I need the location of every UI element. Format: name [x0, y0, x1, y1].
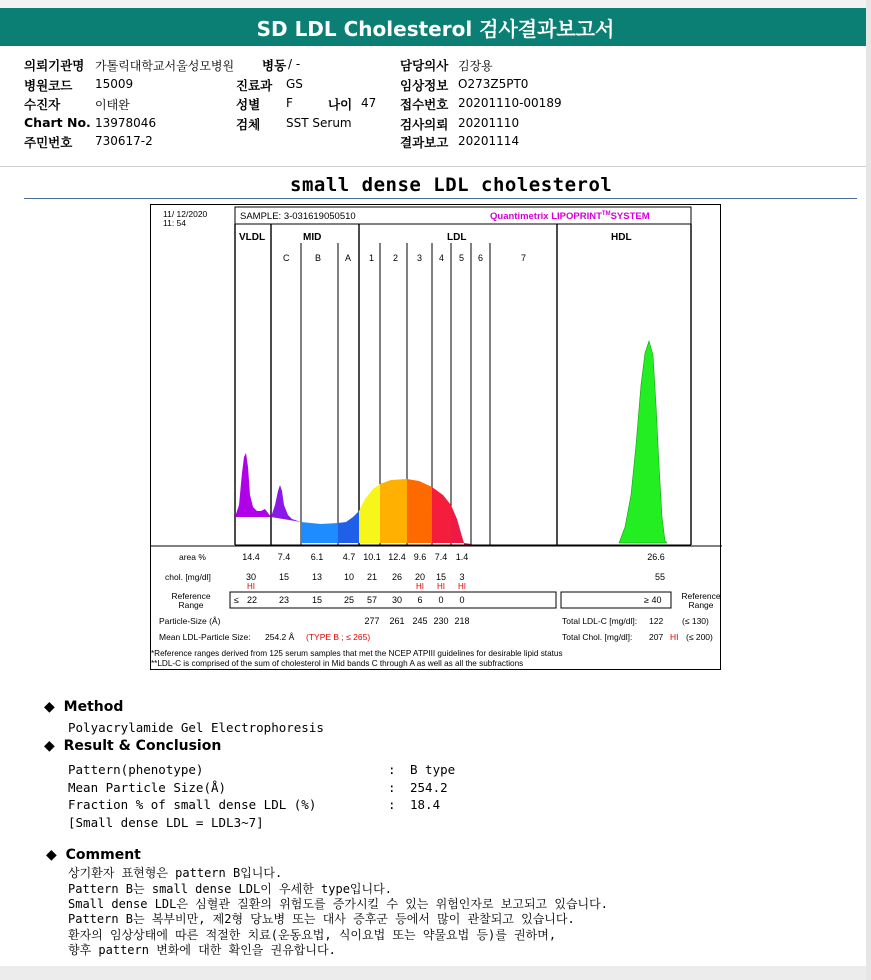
area-value: 1.4 [455, 552, 469, 562]
info-label-receipt-no: 접수번호 [400, 97, 449, 112]
psize-value: 261 [389, 616, 405, 626]
chol-value: 21 [366, 572, 378, 582]
total-chol-value: 207 [649, 632, 664, 642]
result-colon: : [388, 780, 396, 795]
result-value: 254.2 [410, 780, 448, 795]
lipoprint-chart [151, 205, 722, 671]
chol-value: 3 [459, 572, 465, 582]
info-label-report-date: 결과보고 [400, 135, 449, 150]
comment-line: 향후 pattern 변화에 대한 확인을 권유합니다. [68, 943, 336, 957]
area-value: 10.1 [363, 552, 381, 562]
area-value: 9.6 [413, 552, 427, 562]
band-label: 5 [459, 253, 465, 263]
lipoprint-report [150, 204, 721, 670]
ref-values [247, 595, 465, 605]
area-value: 7.4 [434, 552, 448, 562]
method-title: Method [63, 699, 124, 715]
mean-size-label: Mean LDL-Particle Size: [159, 632, 251, 642]
info-value-sex: F [286, 96, 293, 110]
band-label: 3 [417, 253, 423, 263]
peak-ldl-4 [432, 487, 451, 543]
ref-value: 22 [246, 595, 258, 605]
ref-value: 23 [278, 595, 290, 605]
result-label: Pattern(phenotype) [68, 762, 204, 777]
total-chol-ref: (≤ 200) [686, 632, 713, 642]
hi-flag: HI [458, 582, 466, 591]
sample-id: SAMPLE: 3-031619050510 [240, 211, 356, 222]
area-value: 14.4 [242, 552, 260, 562]
hdl-ref-value: ≥ 40 [644, 595, 662, 605]
row-label-ref-2: Range [178, 600, 204, 610]
area-value: 6.1 [310, 552, 324, 562]
mean-size-type: (TYPE B ; ≤ 265) [306, 632, 371, 642]
info-value-request-date: 20201110 [458, 116, 520, 130]
ref-value: 30 [391, 595, 403, 605]
result-title: Result & Conclusion [63, 738, 222, 754]
chol-value: 15 [278, 572, 290, 582]
info-label-sex: 성별 [236, 97, 261, 112]
density-trace [235, 341, 691, 545]
peak-ldl-2 [380, 479, 407, 543]
info-label-institution: 의뢰기관명 [24, 58, 85, 73]
peak-ldl-1 [359, 484, 380, 543]
ref-value: 0 [438, 595, 444, 605]
bottom-strip [0, 966, 871, 980]
total-ldl-label: Total LDL-C [mg/dl]: [562, 616, 638, 626]
row-label-area: area % [179, 552, 206, 562]
group-ldl: LDL [447, 232, 467, 243]
section-title: small dense LDL cholesterol [290, 174, 613, 196]
chol-value: 13 [311, 572, 323, 582]
hdl-area-value: 26.6 [647, 552, 665, 562]
ref-value: 6 [417, 595, 423, 605]
band-label: A [345, 253, 352, 263]
result-label: Mean Particle Size(Å) [68, 780, 227, 795]
total-ldl-value: 122 [649, 616, 664, 626]
chol-value: 20 [414, 572, 426, 582]
comment-line: Pattern B는 small dense LDL이 우세한 type입니다. [68, 882, 392, 896]
info-value-patient: 이태완 [95, 98, 130, 112]
band-label: 6 [478, 253, 484, 263]
brand-tm: TM [601, 211, 611, 217]
info-label-clinical: 임상정보 [400, 78, 449, 93]
info-label-specimen: 검체 [236, 117, 261, 132]
report-date: 11/ 12/2020 [163, 209, 208, 219]
peak-mid-a [338, 511, 359, 543]
peak-ldl-3 [407, 479, 432, 543]
peak-mid-b [301, 522, 338, 543]
group-vldl: VLDL [239, 232, 266, 243]
info-value-hospital-code: 15009 [95, 77, 134, 91]
info-label-dept: 진료과 [236, 78, 273, 93]
chol-value: 26 [391, 572, 403, 582]
area-values [242, 552, 665, 562]
brand-main: Quantimetrix LIPOPRINT [490, 211, 602, 222]
info-value-institution: 가톨릭대학교서울성모병원 [95, 59, 235, 73]
peak-ldl-5 [451, 505, 464, 543]
footnote-1: *Reference ranges derived from 125 serum samples that met the NCEP ATPIII guidelines for desirable lipid status [151, 649, 563, 658]
band-label: C [283, 253, 290, 263]
chol-value: 10 [343, 572, 355, 582]
result-note: [Small dense LDL = LDL3~7] [68, 815, 264, 830]
peak-hdl [619, 341, 667, 543]
peak-mid-c [271, 485, 301, 522]
hi-flags [247, 582, 466, 591]
info-value-id-no: 730617-2 [95, 134, 153, 148]
psize-value: 230 [433, 616, 449, 626]
brand-name [490, 211, 650, 222]
info-label-hospital-code: 병원코드 [24, 78, 73, 93]
info-label-request-date: 검사의뢰 [400, 117, 449, 132]
group-hdl: HDL [611, 232, 632, 243]
band-label: 4 [439, 253, 445, 263]
info-value-dept: GS [286, 77, 303, 91]
section-underline [24, 198, 857, 199]
brand-suffix: SYSTEM [610, 211, 650, 222]
info-label-age: 나이 [328, 97, 353, 112]
comment-title: Comment [65, 847, 141, 863]
ref-le-symbol: ≤ [234, 595, 239, 605]
result-value: B type [410, 762, 456, 777]
total-chol-label: Total Chol. [mg/dl]: [562, 632, 633, 642]
row-label-chol: chol. [mg/dl] [165, 572, 211, 582]
info-label-chart-no: Chart No. [24, 115, 91, 130]
info-value-receipt-no: 20201110-00189 [458, 96, 562, 110]
chol-value: 30 [245, 572, 257, 582]
info-value-clinical: O273Z5PT0 [458, 77, 529, 91]
comment-line: Small dense LDL은 심혈관 질환의 위험도를 증가시킬 수 있는 위험인자로 보고되고 있습니다. [68, 897, 608, 911]
scrollbar-track[interactable] [866, 0, 871, 980]
method-heading [44, 699, 123, 715]
psize-value: 277 [364, 616, 380, 626]
hdl-ref-label-1: Reference [681, 591, 721, 601]
band-label: 2 [393, 253, 399, 263]
footnote-2: **LDL-C is comprised of the sum of cholesterol in Mid bands C through A as well as all the subfractions [151, 659, 524, 668]
area-value: 12.4 [388, 552, 406, 562]
info-label-id-no: 주민번호 [24, 135, 73, 150]
comment-line: 상기환자 표현형은 pattern B입니다. [68, 866, 283, 880]
chol-value: 15 [435, 572, 447, 582]
hdl-chol-value: 55 [654, 572, 666, 582]
total-chol-hi: HI [670, 632, 679, 642]
report-time: 11: 54 [163, 218, 187, 228]
comment-line: Pattern B는 복부비만, 제2형 당뇨병 또는 대사 증후군 등에서 많이 관찰되고 있습니다. [68, 912, 575, 926]
group-mid: MID [303, 232, 322, 243]
comment-heading [46, 847, 141, 863]
psize-values [364, 616, 469, 626]
area-value: 7.4 [277, 552, 291, 562]
ref-value: 15 [311, 595, 323, 605]
hdl-ref-label-2: Range [688, 600, 714, 610]
comment-line: 환자의 임상상태에 따른 적절한 치료(운동요법, 식이요법 또는 약물요법 등)를 권하며, [68, 928, 557, 942]
info-label-patient: 수진자 [24, 97, 61, 112]
group-frames [235, 224, 691, 545]
ref-value: 25 [343, 595, 355, 605]
band-label: 7 [521, 253, 527, 263]
hi-flag: HI [437, 582, 445, 591]
info-value-ward: / - [288, 57, 301, 71]
info-value-doctor: 김장용 [458, 59, 493, 73]
divider [0, 166, 871, 167]
result-label: Fraction % of small dense LDL (%) [68, 797, 317, 812]
band-label: B [315, 253, 322, 263]
psize-value: 245 [412, 616, 428, 626]
info-label-doctor: 담당의사 [400, 58, 449, 73]
info-value-report-date: 20201114 [458, 134, 520, 148]
hi-flag: HI [247, 582, 255, 591]
ref-value: 0 [459, 595, 465, 605]
result-colon: : [388, 797, 396, 812]
method-text: Polyacrylamide Gel Electrophoresis [68, 720, 324, 735]
row-label-ref-1: Reference [171, 591, 211, 601]
diamond-icon: ◆ [44, 738, 55, 754]
info-value-chart-no: 13978046 [95, 116, 157, 130]
result-colon: : [388, 762, 396, 777]
total-ldl-ref: (≤ 130) [682, 616, 709, 626]
row-label-psize: Particle-Size (Å) [159, 616, 221, 626]
diamond-icon: ◆ [46, 847, 57, 863]
diamond-icon: ◆ [44, 699, 55, 715]
top-strip [0, 0, 871, 8]
result-heading [44, 738, 221, 754]
info-value-specimen: SST Serum [286, 116, 352, 130]
info-value-age: 47 [361, 96, 377, 110]
hi-flag: HI [416, 582, 424, 591]
report-title-bar [0, 8, 871, 46]
band-label: 1 [369, 253, 375, 263]
info-label-ward: 병동 [262, 58, 287, 73]
area-value: 4.7 [342, 552, 356, 562]
report-title: SD LDL Cholesterol 검사결과보고서 [256, 16, 615, 41]
chol-values [246, 572, 665, 582]
psize-value: 218 [454, 616, 470, 626]
result-value: 18.4 [410, 797, 441, 812]
peak-vldl [235, 453, 271, 517]
ref-value: 57 [366, 595, 378, 605]
mean-size-value: 254.2 Å [265, 632, 295, 642]
